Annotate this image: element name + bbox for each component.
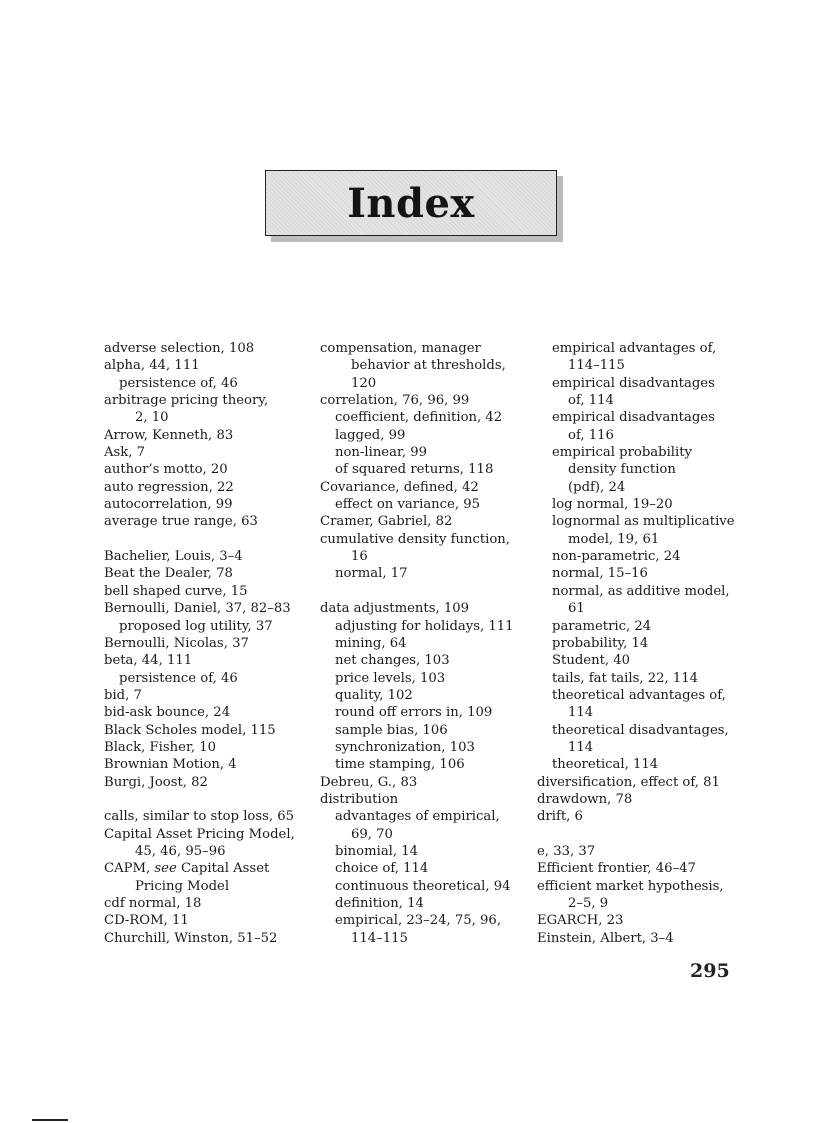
index-entry-text: empirical advantages of, bbox=[552, 341, 717, 356]
index-entry bbox=[104, 826, 309, 843]
index-entry-text: of, 116 bbox=[568, 427, 614, 443]
index-entry bbox=[320, 409, 530, 426]
index-entry-text: Bachelier, Louis, 3–4 bbox=[104, 549, 243, 565]
index-entry bbox=[104, 670, 309, 687]
index-entry-text: Ask, 7 bbox=[104, 445, 146, 461]
index-entry-text: normal, 17 bbox=[335, 566, 408, 582]
index-entry bbox=[537, 704, 747, 721]
index-entry bbox=[104, 739, 309, 756]
index-entry bbox=[320, 791, 530, 808]
index-entry bbox=[320, 670, 530, 687]
index-column-2 bbox=[320, 340, 530, 947]
index-entry-text: Churchill, Winston, 51–52 bbox=[104, 930, 278, 946]
index-entry-text: drawdown, 78 bbox=[537, 791, 633, 807]
index-entry bbox=[104, 427, 309, 444]
index-entry-text: CD-ROM, 11 bbox=[104, 913, 189, 929]
index-entry bbox=[320, 930, 530, 947]
index-entry bbox=[537, 670, 747, 687]
index-entry-text: log normal, 19–20 bbox=[552, 497, 673, 513]
index-entry-text: Bernoulli, Daniel, 37, 82–83 bbox=[104, 601, 291, 617]
index-entry-text: EGARCH, 23 bbox=[537, 913, 624, 929]
index-entry bbox=[320, 513, 530, 530]
index-entry-text: persistence of, 46 bbox=[119, 670, 238, 686]
index-entry bbox=[537, 930, 747, 947]
index-entry-text: empirical disadvantages bbox=[552, 375, 715, 391]
index-entry bbox=[320, 461, 530, 478]
index-entry-text: cdf normal, 18 bbox=[104, 896, 202, 911]
index-entry bbox=[104, 618, 309, 635]
index-entry-text: 2, 10 bbox=[135, 410, 169, 426]
index-entry-text: bid, 7 bbox=[104, 687, 142, 703]
index-entry-text: calls, similar to stop loss, 65 bbox=[104, 809, 295, 825]
index-entry bbox=[537, 635, 747, 652]
index-entry bbox=[320, 722, 530, 739]
index-entry bbox=[320, 895, 530, 912]
index-entry-text: parametric, 24 bbox=[552, 618, 652, 634]
index-entry bbox=[537, 618, 747, 635]
index-entry-text: Student, 40 bbox=[552, 653, 631, 669]
index-entry-text: Covariance, defined, 42 bbox=[320, 479, 479, 495]
index-entry-text: theoretical disadvantages, bbox=[552, 722, 729, 738]
index-entry-text: continuous theoretical, 94 bbox=[335, 878, 511, 894]
index-entry bbox=[320, 912, 530, 929]
index-entry bbox=[537, 756, 747, 773]
index-entry-text: drift, 6 bbox=[537, 809, 583, 825]
index-title-box bbox=[265, 170, 557, 236]
section-gap bbox=[537, 826, 747, 843]
index-entry-text: 16 bbox=[351, 549, 368, 565]
index-entry-text: author’s motto, 20 bbox=[104, 462, 228, 478]
index-entry-text: cumulative density function, bbox=[320, 531, 510, 547]
index-entry-text: of squared returns, 118 bbox=[335, 462, 494, 478]
index-entry bbox=[320, 444, 530, 461]
index-entry bbox=[320, 808, 530, 825]
index-entry bbox=[320, 635, 530, 652]
index-entry-text: bell shaped curve, 15 bbox=[104, 583, 248, 599]
index-entry-text: 2–5, 9 bbox=[568, 896, 609, 911]
index-entry bbox=[104, 375, 309, 392]
index-entry-text: effect on variance, 95 bbox=[335, 497, 481, 513]
index-entry-text: lagged, 99 bbox=[335, 427, 406, 443]
index-entry bbox=[320, 565, 530, 582]
index-entry bbox=[104, 878, 309, 895]
index-entry-text: model, 19, 61 bbox=[568, 531, 660, 547]
index-entry-text: Pricing Model bbox=[135, 878, 230, 894]
index-entry bbox=[537, 878, 747, 895]
index-entry-text: adverse selection, 108 bbox=[104, 341, 255, 356]
index-entry bbox=[104, 600, 309, 617]
index-entry bbox=[537, 722, 747, 739]
index-entry-text: proposed log utility, 37 bbox=[119, 618, 273, 634]
index-entry-text: Black Scholes model, 115 bbox=[104, 722, 276, 738]
index-entry bbox=[320, 548, 530, 565]
index-entry-text: empirical probability bbox=[552, 445, 692, 461]
index-entry-text: binomial, 14 bbox=[335, 843, 419, 859]
index-entry bbox=[104, 652, 309, 669]
index-entry bbox=[320, 600, 530, 617]
index-entry bbox=[537, 375, 747, 392]
index-entry-text: empirical disadvantages bbox=[552, 410, 715, 426]
index-entry-text: data adjustments, 109 bbox=[320, 601, 470, 617]
index-entry-text: tails, fat tails, 22, 114 bbox=[552, 670, 699, 686]
index-entry bbox=[320, 340, 530, 357]
index-entry bbox=[104, 912, 309, 929]
index-entry-text: theoretical, 114 bbox=[552, 757, 659, 773]
index-entry-text: synchronization, 103 bbox=[335, 739, 475, 755]
index-entry-text: Efficient frontier, 46–47 bbox=[537, 861, 696, 877]
index-entry bbox=[104, 565, 309, 582]
index-entry-text: empirical, 23–24, 75, 96, bbox=[335, 913, 502, 929]
index-entry-text: round off errors in, 109 bbox=[335, 705, 493, 721]
index-entry-text: coefficient, definition, 42 bbox=[335, 410, 503, 426]
index-entry bbox=[537, 860, 747, 877]
index-column-3 bbox=[537, 340, 747, 947]
section-gap bbox=[104, 791, 309, 808]
index-entry bbox=[104, 774, 309, 791]
index-entry-text: normal, 15–16 bbox=[552, 566, 648, 582]
index-entry bbox=[104, 548, 309, 565]
index-entry-text: autocorrelation, 99 bbox=[104, 497, 233, 513]
index-entry-text: Cramer, Gabriel, 82 bbox=[320, 514, 453, 530]
index-entry bbox=[537, 600, 747, 617]
index-entry bbox=[537, 496, 747, 513]
page-number: 295 bbox=[690, 960, 730, 982]
index-entry bbox=[320, 704, 530, 721]
index-entry-text: (pdf), 24 bbox=[568, 479, 626, 495]
index-entry bbox=[320, 531, 530, 548]
page-title: Index bbox=[347, 179, 475, 227]
bottom-rule bbox=[32, 1119, 68, 1121]
index-entry bbox=[320, 860, 530, 877]
index-entry bbox=[537, 548, 747, 565]
index-entry-text: arbitrage pricing theory, bbox=[104, 393, 269, 409]
index-entry bbox=[537, 774, 747, 791]
index-entry bbox=[537, 565, 747, 582]
index-entry bbox=[537, 531, 747, 548]
index-entry-text: 114 bbox=[568, 705, 594, 721]
index-entry-text: average true range, 63 bbox=[104, 514, 258, 530]
index-entry bbox=[537, 461, 747, 478]
index-entry bbox=[537, 895, 747, 912]
index-entry bbox=[104, 392, 309, 409]
index-entry bbox=[104, 409, 309, 426]
index-entry-text: Capital Asset bbox=[176, 861, 270, 877]
index-entry-text: density function bbox=[568, 462, 676, 478]
index-entry-text: 61 bbox=[568, 601, 585, 617]
index-entry-text: 114–115 bbox=[568, 358, 625, 374]
index-entry bbox=[537, 808, 747, 825]
index-entry bbox=[320, 357, 530, 374]
index-entry-text: quality, 102 bbox=[335, 687, 413, 703]
index-entry bbox=[537, 583, 747, 600]
index-entry bbox=[104, 496, 309, 513]
index-entry bbox=[104, 895, 309, 912]
index-entry bbox=[104, 687, 309, 704]
index-entry bbox=[537, 687, 747, 704]
index-entry bbox=[104, 583, 309, 600]
index-entry bbox=[104, 635, 309, 652]
index-entry bbox=[537, 427, 747, 444]
index-entry-text: price levels, 103 bbox=[335, 670, 446, 686]
index-entry bbox=[537, 392, 747, 409]
index-entry bbox=[104, 461, 309, 478]
section-gap bbox=[104, 531, 309, 548]
index-entry-text: alpha, 44, 111 bbox=[104, 358, 200, 374]
index-entry bbox=[104, 860, 309, 877]
index-entry bbox=[104, 357, 309, 374]
index-entry bbox=[320, 843, 530, 860]
index-entry-text: Burgi, Joost, 82 bbox=[104, 774, 208, 790]
section-gap bbox=[320, 583, 530, 600]
index-entry bbox=[320, 427, 530, 444]
index-entry-text: correlation, 76, 96, 99 bbox=[320, 393, 470, 409]
index-entry-text: Beat the Dealer, 78 bbox=[104, 566, 233, 582]
index-entry bbox=[537, 652, 747, 669]
index-entry bbox=[537, 843, 747, 860]
index-entry-text: sample bias, 106 bbox=[335, 722, 448, 738]
index-entry bbox=[537, 739, 747, 756]
index-entry bbox=[320, 826, 530, 843]
index-entry-text: efficient market hypothesis, bbox=[537, 878, 724, 894]
index-entry bbox=[104, 808, 309, 825]
index-entry-text: persistence of, 46 bbox=[119, 375, 238, 391]
index-entry bbox=[104, 704, 309, 721]
index-entry bbox=[320, 479, 530, 496]
index-entry-text: Black, Fisher, 10 bbox=[104, 739, 216, 755]
index-entry-text: distribution bbox=[320, 791, 399, 807]
index-entry-text: Einstein, Albert, 3–4 bbox=[537, 930, 674, 946]
index-entry bbox=[537, 791, 747, 808]
index-column-1 bbox=[104, 340, 309, 947]
index-entry-text: 114–115 bbox=[351, 930, 408, 946]
index-entry bbox=[537, 340, 747, 357]
index-entry bbox=[104, 722, 309, 739]
index-entry bbox=[537, 513, 747, 530]
index-entry-text: auto regression, 22 bbox=[104, 479, 234, 495]
index-entry bbox=[320, 687, 530, 704]
index-entry-text: Capital Asset Pricing Model, bbox=[104, 826, 295, 842]
index-entry bbox=[104, 444, 309, 461]
index-entry-text: compensation, manager bbox=[320, 341, 481, 356]
index-entry-text: choice of, 114 bbox=[335, 861, 429, 877]
index-entry-text: 114 bbox=[568, 739, 594, 755]
index-entry-text: mining, 64 bbox=[335, 635, 407, 651]
index-entry-text: Bernoulli, Nicolas, 37 bbox=[104, 635, 249, 651]
index-entry bbox=[537, 357, 747, 374]
index-entry bbox=[104, 340, 309, 357]
index-entry-text: of, 114 bbox=[568, 393, 614, 409]
index-entry-text: normal, as additive model, bbox=[552, 583, 730, 599]
index-entry bbox=[320, 878, 530, 895]
index-entry bbox=[537, 912, 747, 929]
index-entry-text: probability, 14 bbox=[552, 635, 649, 651]
index-entry-text: diversification, effect of, 81 bbox=[537, 774, 720, 790]
index-entry bbox=[537, 479, 747, 496]
index-entry-text: Brownian Motion, 4 bbox=[104, 757, 237, 773]
index-entry-text: 120 bbox=[351, 375, 377, 391]
index-entry-text: bid-ask bounce, 24 bbox=[104, 705, 231, 721]
index-entry-text: e, 33, 37 bbox=[537, 843, 596, 859]
index-entry-text: definition, 14 bbox=[335, 896, 424, 911]
index-entry-text: adjusting for holidays, 111 bbox=[335, 618, 514, 634]
index-entry bbox=[320, 618, 530, 635]
index-entry bbox=[104, 513, 309, 530]
index-entry-text: net changes, 103 bbox=[335, 653, 450, 669]
index-entry-text: theoretical advantages of, bbox=[552, 687, 726, 703]
index-entry bbox=[320, 375, 530, 392]
index-entry bbox=[320, 392, 530, 409]
index-entry-text: Arrow, Kenneth, 83 bbox=[104, 427, 234, 443]
index-entry bbox=[104, 930, 309, 947]
index-entry-text: 45, 46, 95–96 bbox=[135, 843, 226, 859]
index-entry-text: CAPM, bbox=[104, 861, 155, 877]
index-entry-text: advantages of empirical, bbox=[335, 809, 500, 825]
index-entry-text: lognormal as multiplicative bbox=[552, 514, 735, 530]
index-entry bbox=[537, 409, 747, 426]
index-entry-text: beta, 44, 111 bbox=[104, 653, 193, 669]
index-entry bbox=[320, 496, 530, 513]
index-entry bbox=[320, 774, 530, 791]
index-entry-text: time stamping, 106 bbox=[335, 757, 465, 773]
index-entry-text: non-parametric, 24 bbox=[552, 549, 681, 565]
see-reference: see bbox=[154, 861, 177, 877]
index-entry bbox=[320, 756, 530, 773]
index-entry bbox=[320, 652, 530, 669]
index-entry-text: non-linear, 99 bbox=[335, 445, 427, 461]
index-entry bbox=[104, 479, 309, 496]
index-entry bbox=[537, 444, 747, 461]
index-entry bbox=[320, 739, 530, 756]
index-entry-text: 69, 70 bbox=[351, 826, 393, 842]
index-entry-text: behavior at thresholds, bbox=[351, 358, 506, 374]
index-entry bbox=[104, 756, 309, 773]
index-entry bbox=[104, 843, 309, 860]
index-entry-text: Debreu, G., 83 bbox=[320, 774, 418, 790]
